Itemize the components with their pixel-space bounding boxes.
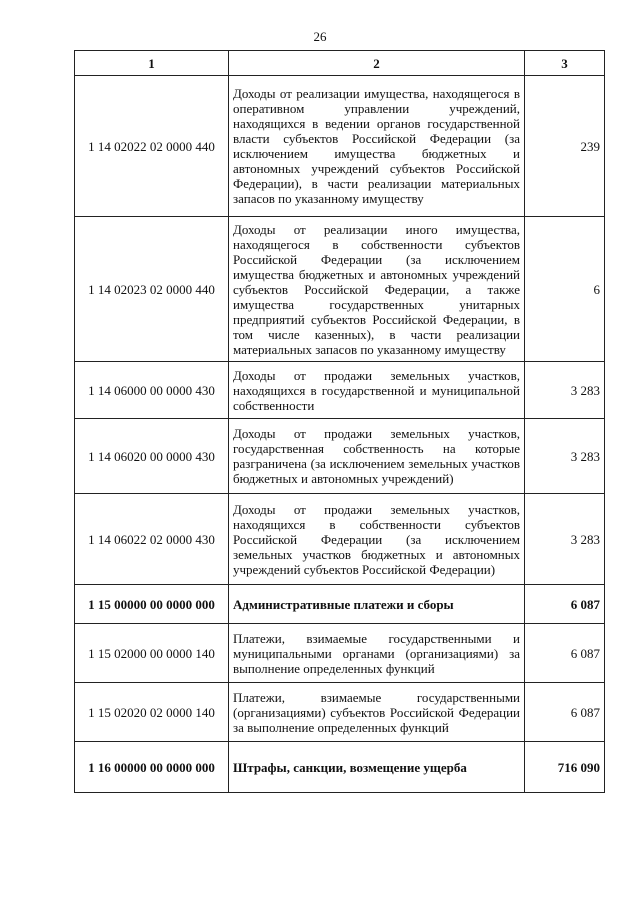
row-amount: 3 283 (525, 362, 605, 419)
table-row (75, 362, 605, 419)
row-description: Штрафы, санкции, возмещение ущерба (229, 742, 525, 793)
row-code: 1 14 06022 02 0000 430 (75, 494, 229, 585)
column-header-description: 2 (229, 51, 525, 76)
row-code: 1 15 02000 00 0000 140 (75, 624, 229, 683)
row-code: 1 15 00000 00 0000 000 (75, 585, 229, 624)
row-description: Доходы от продажи земельных участков, находящихся в собственности субъектов Российской Федерации (за исключением земельных участков бюджетных и автономных учреждений субъектов Российской Федерации) (229, 494, 525, 585)
row-description: Доходы от продажи земельных участков, государственная собственность на которые разграничена (за исключением земельных участков бюджетных и автономных учреждений) (229, 419, 525, 494)
table-row (75, 419, 605, 494)
row-code: 1 14 06020 00 0000 430 (75, 419, 229, 494)
table-row (75, 217, 605, 362)
row-description: Платежи, взимаемые государственными (организациями) субъектов Российской Федерации за выполнение определенных функций (229, 683, 525, 742)
table-row-section-total (75, 742, 605, 793)
row-code: 1 14 02022 02 0000 440 (75, 76, 229, 217)
row-description: Доходы от реализации иного имущества, находящегося в собственности субъектов Российской Федерации (за исключением имущества бюджетных и автономных учреждений субъектов Российской Федерации, а также имущества государственных унитарных предприятий субъектов Российской Федерации, в том числе казенных), в части реализации материальных запасов по указанному имуществу (229, 217, 525, 362)
revenue-table (74, 50, 605, 793)
row-code: 1 14 02023 02 0000 440 (75, 217, 229, 362)
row-description: Платежи, взимаемые государственными и муниципальными органами (организациями) за выполнение определенных функций (229, 624, 525, 683)
table-row (75, 683, 605, 742)
row-amount: 3 283 (525, 419, 605, 494)
table-row (75, 76, 605, 217)
row-amount: 6 087 (525, 624, 605, 683)
column-header-code: 1 (75, 51, 229, 76)
table-row-section-total (75, 585, 605, 624)
table-row (75, 494, 605, 585)
column-header-amount: 3 (525, 51, 605, 76)
row-amount: 6 087 (525, 585, 605, 624)
row-description: Доходы от продажи земельных участков, находящихся в государственной и муниципальной собственности (229, 362, 525, 419)
row-amount: 6 (525, 217, 605, 362)
page-number: 26 (313, 29, 327, 44)
row-amount: 3 283 (525, 494, 605, 585)
row-code: 1 15 02020 02 0000 140 (75, 683, 229, 742)
row-code: 1 16 00000 00 0000 000 (75, 742, 229, 793)
table-row (75, 624, 605, 683)
table-header-row (75, 51, 605, 76)
row-description: Административные платежи и сборы (229, 585, 525, 624)
row-description: Доходы от реализации имущества, находящегося в оперативном управлении учреждений, находящихся в ведении органов государственной власти субъектов Российской Федерации (за исключением имущества бюджетных и автономных учреждений субъектов Российской Федерации), в части реализации материальных запасов по указанному имуществу (229, 76, 525, 217)
row-amount: 6 087 (525, 683, 605, 742)
row-code: 1 14 06000 00 0000 430 (75, 362, 229, 419)
row-amount: 239 (525, 76, 605, 217)
row-amount: 716 090 (525, 742, 605, 793)
